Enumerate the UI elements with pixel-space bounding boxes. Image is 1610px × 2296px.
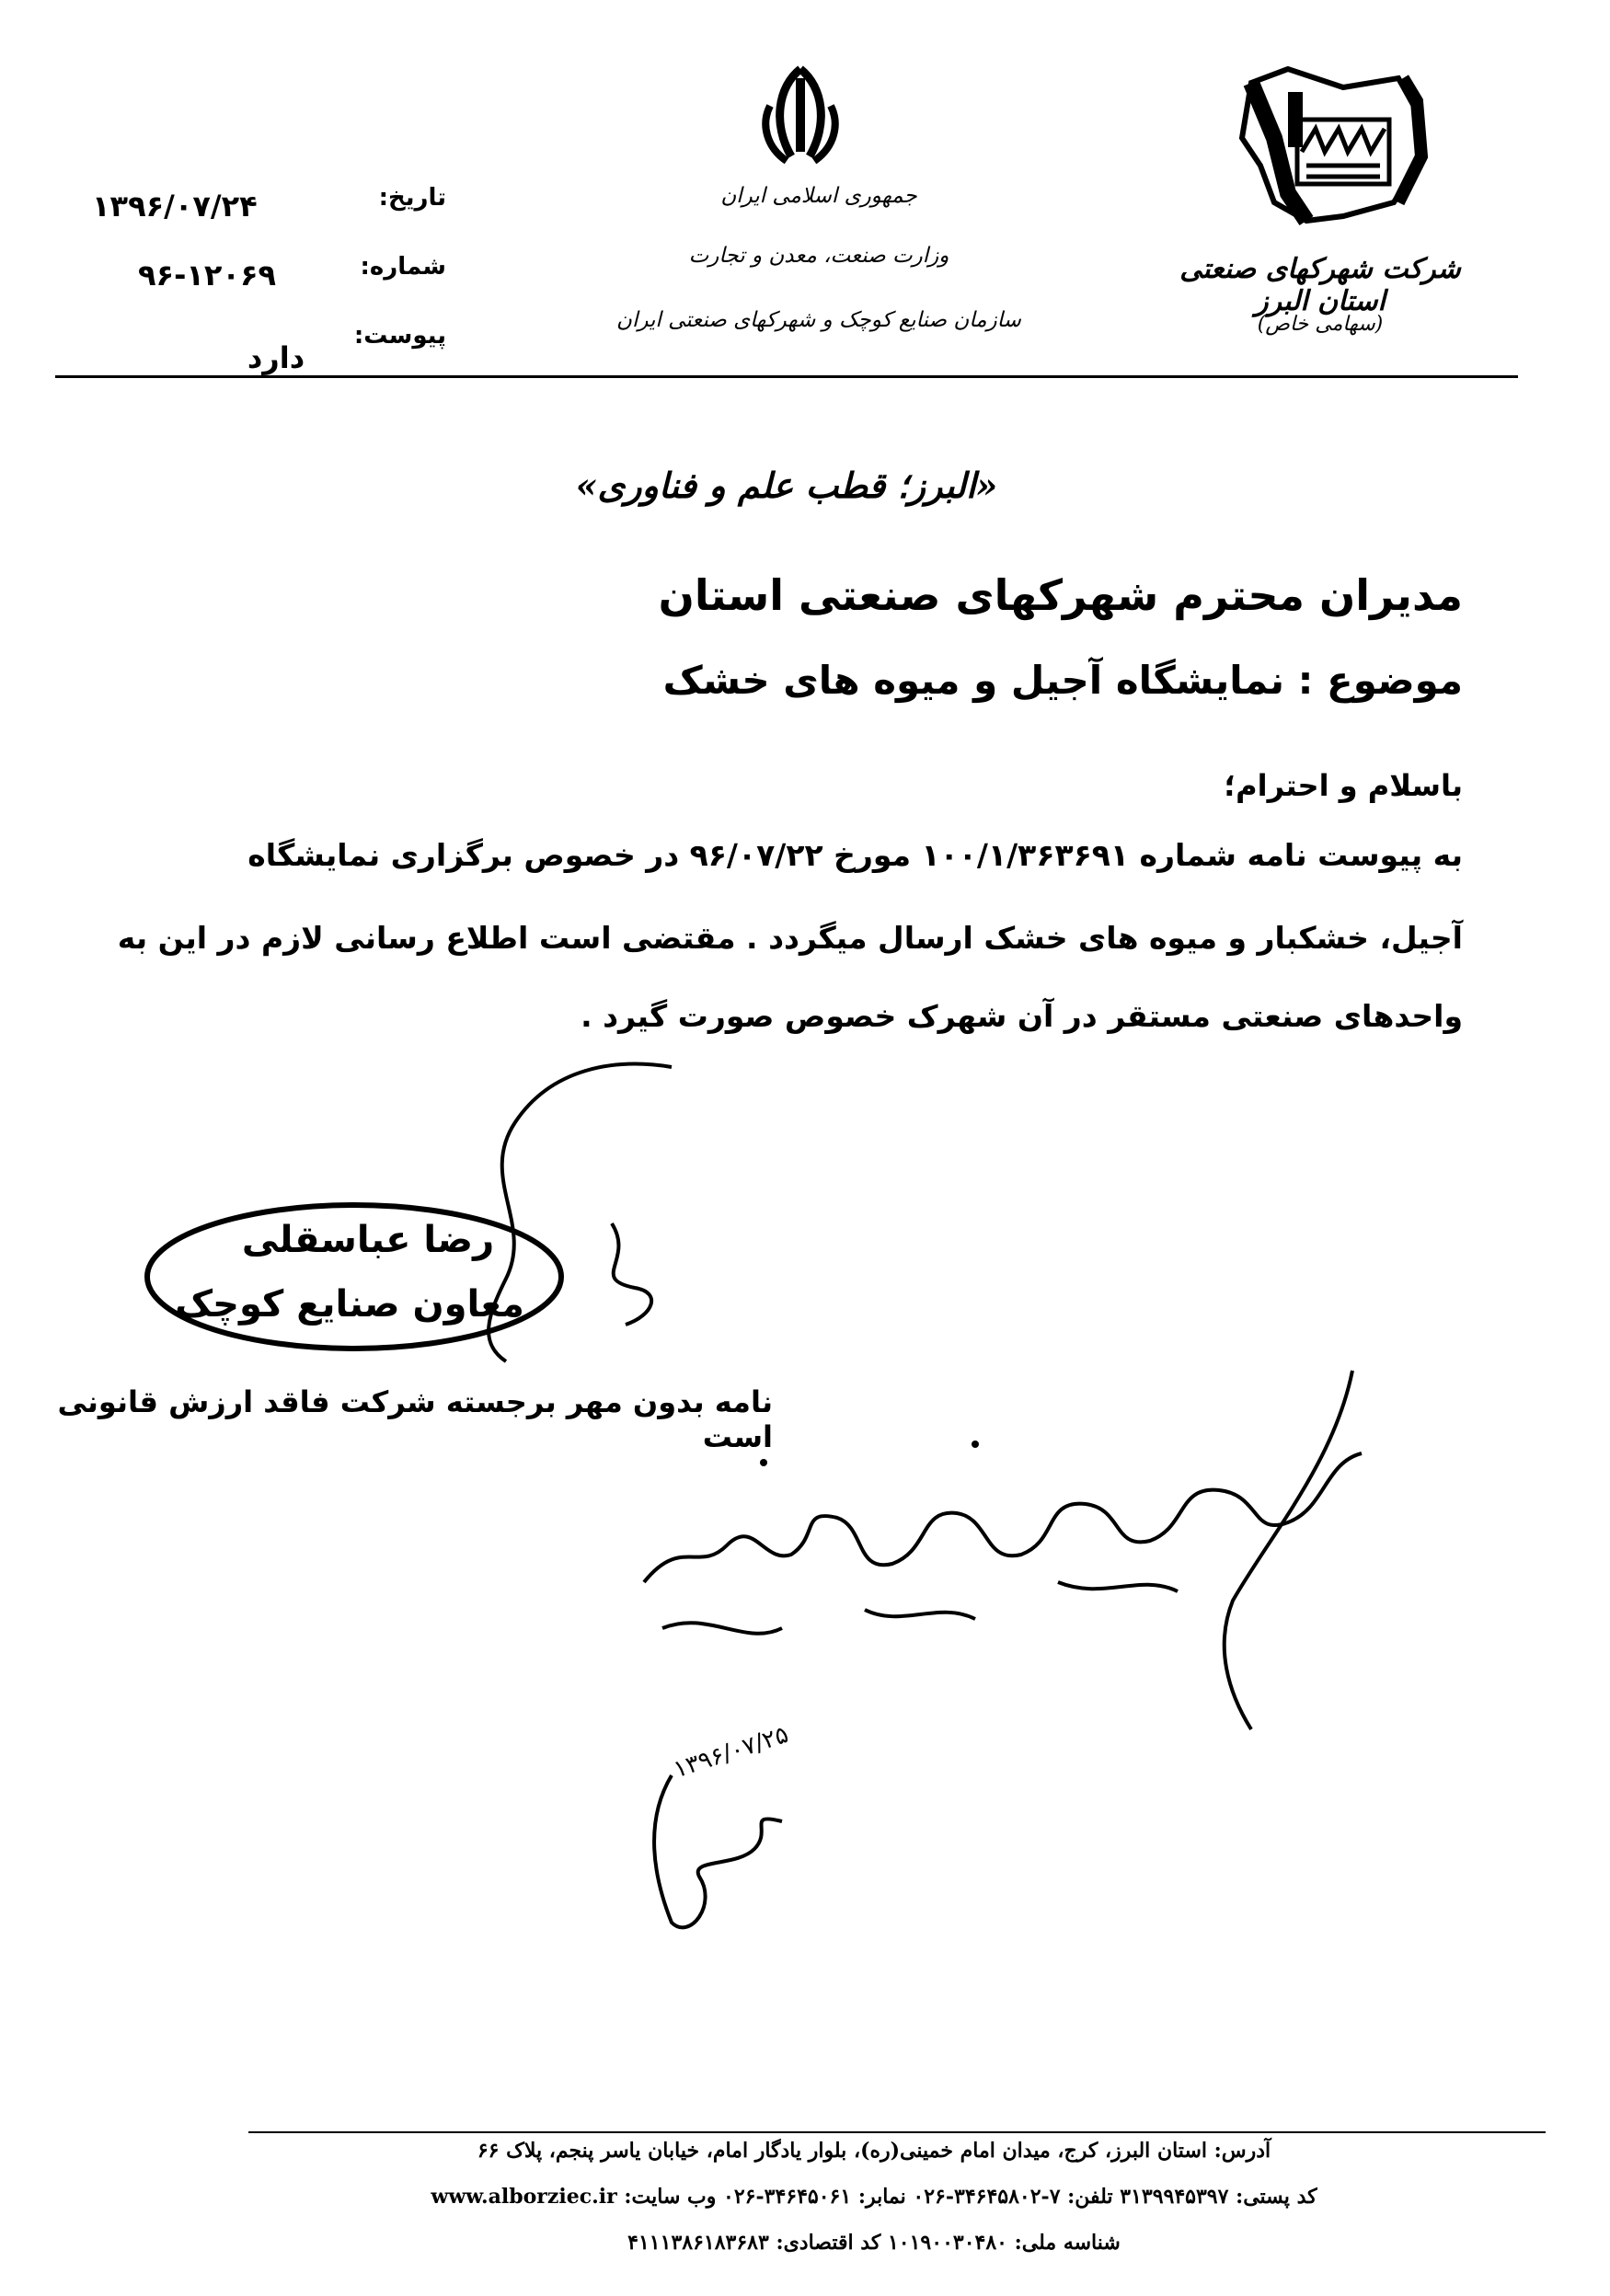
handwritten-note-scribble — [626, 1352, 1417, 1739]
body-line-1: به پیوست نامه شماره ۱۰۰/۱/۳۶۳۶۹۱ مورخ ۹۶/۰۷/۲۲ در خصوص برگزاری نمایشگاه — [247, 837, 1463, 873]
number-label: شماره: — [360, 253, 446, 281]
footer-contact: کد پستی: ۳۱۳۹۹۴۵۳۹۷ تلفن: ۷-۳۴۶۴۵۸۰۲-۰۲۶ نمابر: ۳۴۶۴۵۰۶۱-۰۲۶ وب سایت: www.alborziec.ir — [431, 2185, 1317, 2209]
footer-ids: شناسه ملی: ۱۰۱۹۰۰۳۰۴۸۰ کد اقتصادی: ۴۱۱۱۳۸۶۱۸۳۶۸۳ — [627, 2231, 1121, 2255]
footer-divider — [248, 2131, 1546, 2133]
handwritten-initials-scribble — [635, 1766, 800, 1941]
subject: موضوع : نمایشگاه آجیل و میوه های خشک — [662, 658, 1463, 703]
recipient: مدیران محترم شهرکهای صنعتی استان — [658, 570, 1463, 620]
slogan: «البرز؛ قطب علم و فناوری» — [575, 465, 998, 506]
gov-line-2: وزارت صنعت، معدن و تجارت — [688, 244, 949, 268]
gov-line-1: جمهوری اسلامی ایران — [720, 184, 917, 208]
company-type: (سهامی خاص) — [1257, 313, 1384, 336]
company-logo-icon — [1233, 64, 1435, 248]
body-line-2: آجیل، خشکبار و میوه های خشک ارسال میگردد . مقتضی است اطلاع رسانی لازم در این به — [117, 920, 1463, 956]
gov-line-3: سازمان صنایع کوچک و شهرکهای صنعتی ایران — [616, 308, 1021, 332]
header-divider — [55, 375, 1518, 378]
footer-address: آدرس: استان البرز، کرج، میدان امام خمینی(ره)، بلوار یادگار امام، خیابان یاسر پنجم، پلاک ۶۶ — [477, 2139, 1271, 2163]
date-value: ۱۳۹۶/۰۷/۲۴ — [92, 189, 258, 224]
attachment-label: پیوست: — [353, 322, 446, 350]
iran-emblem-icon — [750, 60, 851, 170]
signer-title: معاون صنایع کوچک — [175, 1283, 524, 1326]
attachment-value: دارد — [247, 340, 305, 375]
company-name: شرکت شهرکهای صنعتی استان البرز — [1179, 253, 1461, 317]
body-line-3: واحدهای صنعتی مستقر در آن شهرک خصوص صورت گیرد . — [581, 998, 1463, 1034]
signer-name: رضا عباسقلی — [241, 1219, 495, 1261]
legal-notice: نامه بدون مهر برجسته شرکت فاقد ارزش قانونی است — [57, 1384, 773, 1454]
number-value: ۹۶-۱۲۰۶۹ — [138, 258, 276, 293]
greeting: باسلام و احترام؛ — [1224, 768, 1463, 803]
handwritten-date: ۱۳۹۶/۰۷/۲۵ — [670, 1720, 792, 1785]
date-label: تاریخ: — [378, 184, 446, 212]
